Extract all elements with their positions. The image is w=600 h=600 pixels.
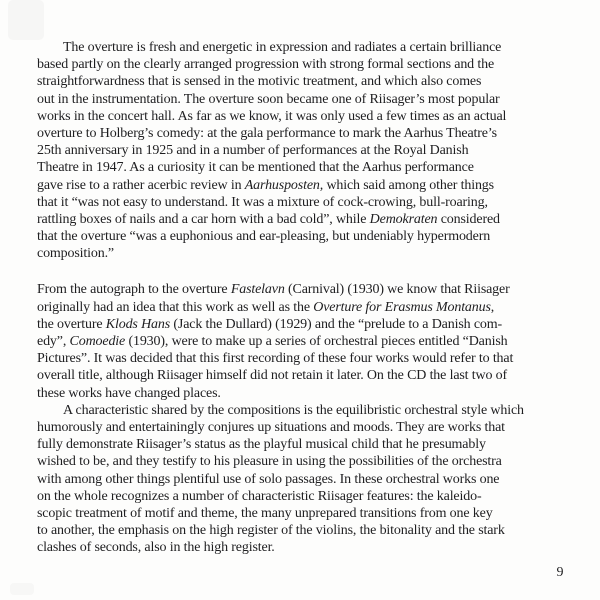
text-line [37,402,569,419]
text: , [490,299,495,315]
text: out in the instrumentation. The overture soon became one of Riisager’s most popular [37,91,500,107]
italic-text: Klods Hans [105,316,171,332]
italic-text: Fastelavn [230,282,285,298]
text: Theatre in 1947. As a curiosity it can be mentioned that the Aarhus performance [37,160,474,176]
text: that the overture “was a euphonious and ear-pleasing, but undeniably hypermodern [37,229,491,245]
text-line [37,505,569,522]
text: humorously and entertainingly conjures up situations and moods. They are works that [37,419,505,435]
text-line [37,177,569,194]
text: fully demonstrate Riisager’s status as the playful musical child that he presumably [37,437,486,453]
paragraph [37,281,569,401]
text: originally had an idea that this work as well as the [37,299,314,315]
text-line [37,299,569,316]
text-line [37,125,569,142]
text: gave rise to a rather acerbic review in [37,177,245,193]
body-text [37,39,569,556]
text: rattling boxes of nails and a car horn with a bad cold”, while [37,211,370,227]
text: based partly on the clearly arranged progression with strong formal sections and the [37,57,495,73]
text-line [37,211,569,228]
scan-artifact-top-left [8,0,44,40]
text-line [37,159,569,176]
text-line [37,245,569,262]
text: these works have changed places. [37,385,221,401]
text: with among other things plentiful use of solo passages. In these orchestral works one [37,471,500,487]
text: that it “was not easy to understand. It was a mixture of cock-crowing, bull-roaring, [37,194,488,210]
text: composition.” [37,246,114,262]
text: overall title, although Riisager himself did not retain it later. On the CD the last two of [37,368,508,384]
text: overture to Holberg’s comedy: at the gala performance to mark the Aarhus Theatre’s [37,125,497,141]
text-line [37,350,569,367]
text: works in the concert hall. As far as we know, it was only used a few times as an actual [37,108,507,124]
text-line [37,91,569,108]
text: scopic treatment of motif and theme, the many unprepared transitions from one key [37,505,493,521]
text-line [37,281,569,298]
text-line [37,522,569,539]
text-line [37,453,569,470]
text-line [37,471,569,488]
text-line [37,108,569,125]
text: the overture [37,316,106,332]
text-line [37,539,569,556]
text: The overture is fresh and energetic in expression and radiates a certain brilliance [63,40,502,55]
text: (Jack the Dullard) (1929) and the “prelude to a Danish com- [170,316,502,332]
text-line [37,385,569,402]
text: clashes of seconds, also in the high register. [37,540,275,556]
text: (Carnival) (1930) we know that Riisager [284,282,510,298]
text-line [37,333,569,350]
text-line [37,56,569,73]
text: (1930), were to make up a series of orchestral pieces entitled “Danish [125,334,508,349]
text: on the whole recognizes a number of characteristic Riisager features: the kaleido- [37,488,482,504]
text-line [37,194,569,211]
text-line [37,419,569,436]
text-line [37,316,569,333]
scan-artifact-bottom-left [10,583,34,595]
text: which said among other things [323,177,494,193]
text-line [37,73,569,90]
text-line [37,436,569,453]
text-line [37,142,569,159]
italic-text: Demokraten [369,211,438,227]
text: considered [437,211,500,227]
text: edy”, [37,334,70,349]
text: straightforwardness that is sensed in the motivic treatment, and which also comes [37,74,482,90]
paragraph [37,402,569,557]
text: to another, the emphasis on the high register of the violins, the bitonality and the stark [37,523,505,539]
italic-text: Overture for Erasmus Montanus [313,299,491,315]
italic-text: Aarhusposten, [244,177,324,193]
text-line [37,488,569,505]
text: From the autograph to the overture [37,282,231,298]
page-number: 9 [556,565,564,580]
text-line [37,39,569,56]
text: Pictures”. It was decided that this first recording of these four works would refer to that [37,351,514,367]
italic-text: Comoedie [69,334,126,349]
paragraph [37,39,569,262]
text-line [37,367,569,384]
text-line [37,228,569,245]
text: 25th anniversary in 1925 and in a number of performances at the Royal Danish [37,143,469,159]
text: wished to be, and they testify to his pleasure in using the possibilities of the orchestra [37,454,502,470]
text: A characteristic shared by the compositions is the equilibristic orchestral style which [63,402,524,418]
